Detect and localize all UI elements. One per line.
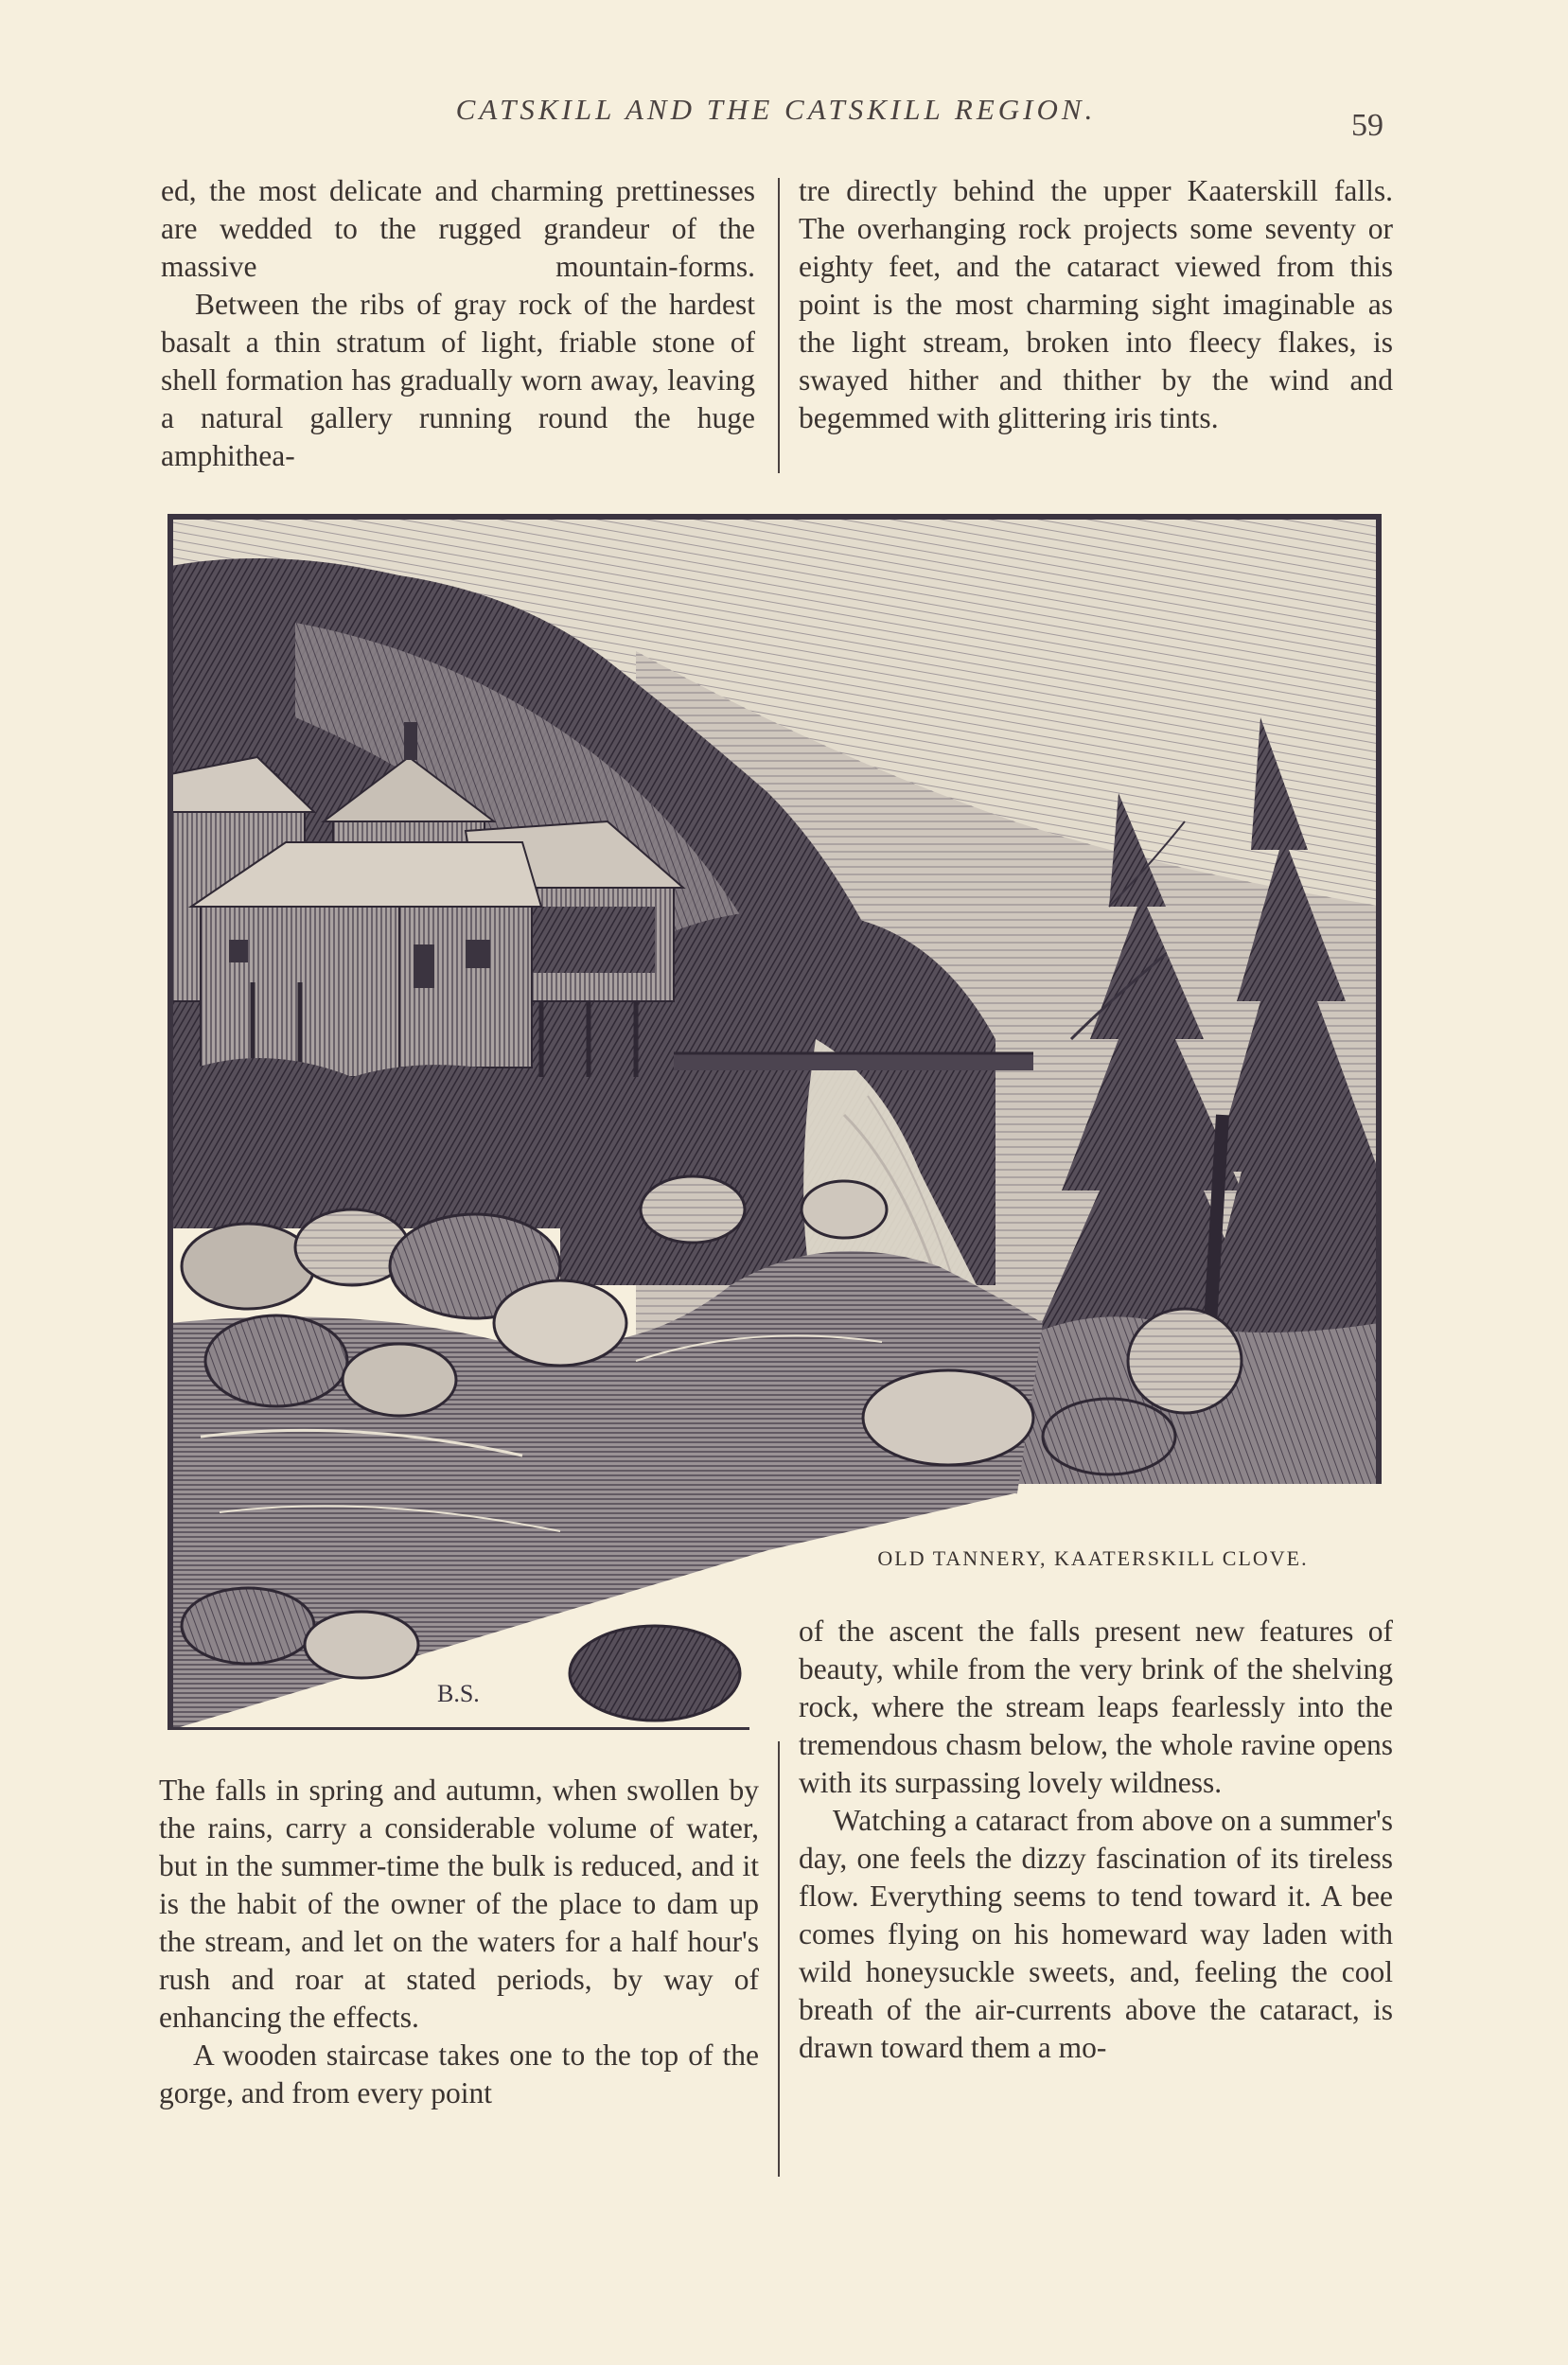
paragraph: of the ascent the falls present new features of beauty, while from the very brink of the shelving rock, where the stream leaps fearlessly into the tremendous chasm below, the whole ravine opens with its surpassing lovely wildness. (799, 1615, 1393, 1799)
engraver-signature: B.S. (437, 1680, 480, 1707)
paragraph: Watching a cataract from above on a summer's day, one feels the dizzy fascination of its tireless flow. Everything seems to tend toward it. A bee comes flying on his homeward way laden with wild honeysuckle sweets, and, feeling the cool breath of the air-currents above the cataract, is drawn toward them a mo- (799, 1804, 1393, 2064)
top-right-column (799, 172, 1393, 437)
bottom-right-column (799, 1613, 1393, 2067)
page-number: 59 (1351, 108, 1383, 143)
top-left-column (161, 172, 755, 475)
column-rule-bottom (778, 1741, 780, 2177)
paragraph: A wooden staircase takes one to the top of the gorge, and from every point (159, 2038, 759, 2109)
bottom-left-column (159, 1772, 759, 2112)
column-rule-top (778, 178, 780, 473)
running-head: CATSKILL AND THE CATSKILL REGION. (455, 93, 1097, 126)
paragraph: Between the ribs of gray rock of the hardest basalt a thin stratum of light, friable stone of shell formation has gradually worn away, leaving a natural gallery running round the huge amphithea- (161, 288, 755, 472)
paragraph: ed, the most delicate and charming prettinesses are wedded to the rugged grandeur of the massive mountain-forms. (161, 174, 755, 283)
illustration-caption: OLD TANNERY, KAATERSKILL CLOVE. (877, 1546, 1309, 1570)
paragraph: The falls in spring and autumn, when swollen by the rains, carry a considerable volume of water, but in the summer-time the bulk is reduced, and it is the habit of the owner of the place to dam up the stream, and let on the waters for a half hour's rush and roar at stated periods, by way of enhancing the effects. (159, 1774, 759, 2034)
paragraph: tre directly behind the upper Kaaterskill falls. The overhanging rock projects some seventy or eighty feet, and the cataract viewed from this point is the most charming sight imaginable as the light stream, broken into fleecy flakes, is swayed hither and thither by the wind and begemmed with glittering iris tints. (799, 174, 1393, 434)
